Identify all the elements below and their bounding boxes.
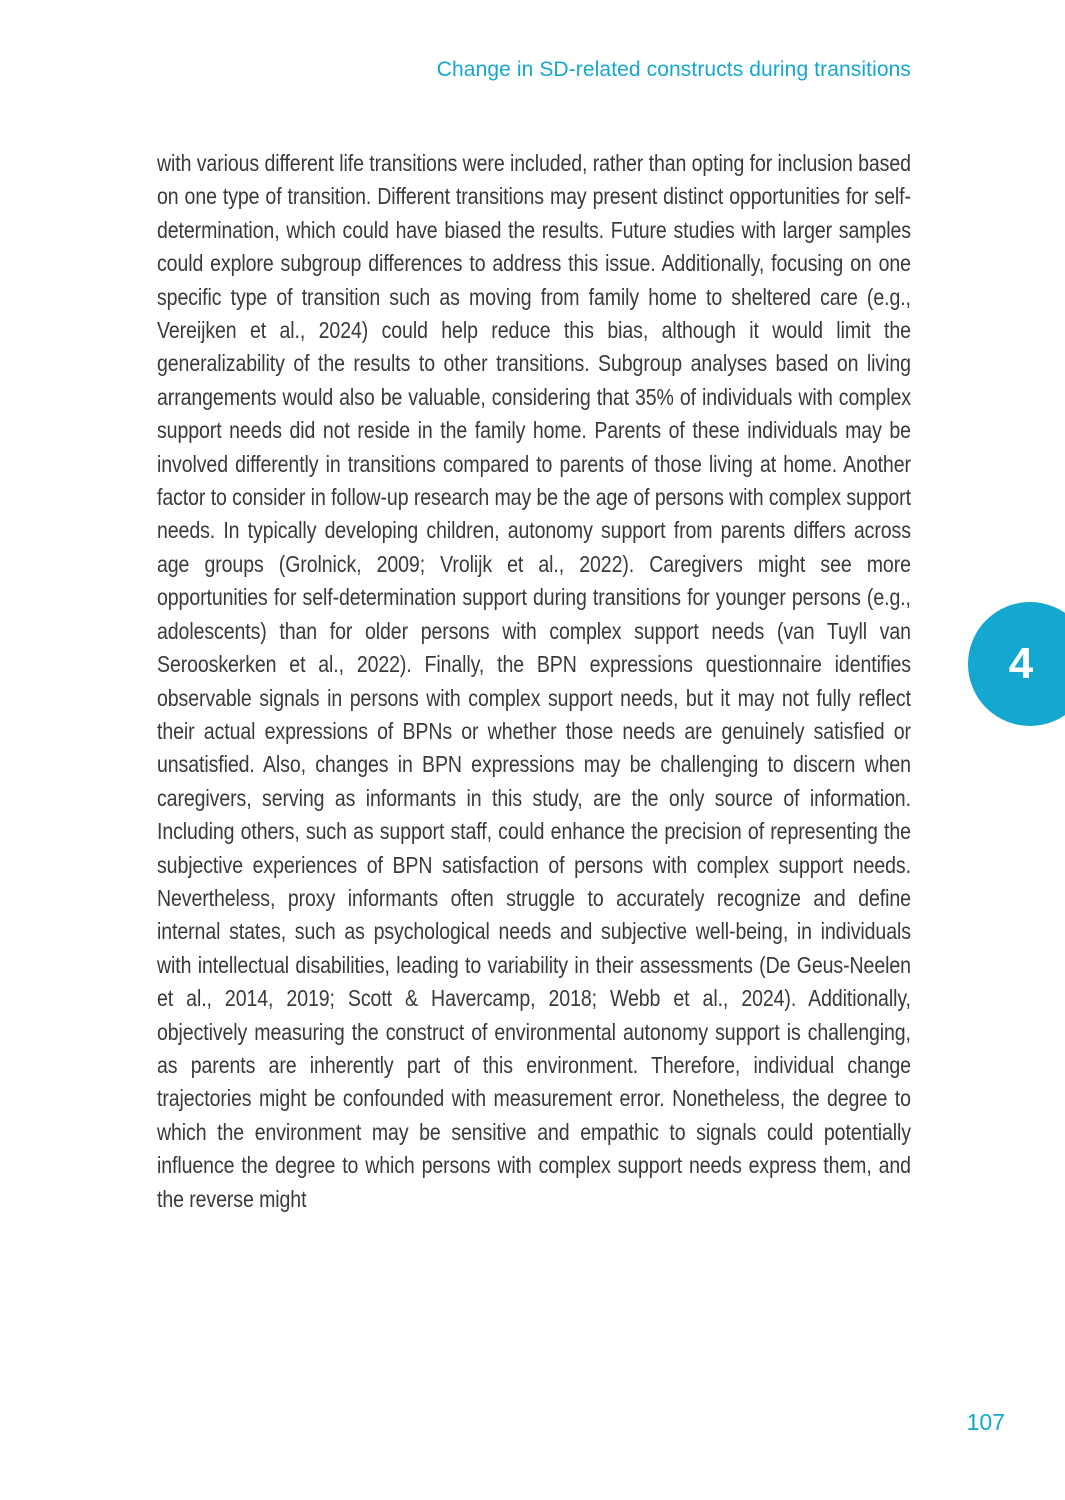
chapter-tab: [968, 602, 1065, 726]
chapter-number: 4: [1008, 639, 1034, 688]
running-header: Change in SD-related constructs during transitions: [436, 58, 911, 81]
page-number: 107: [966, 1409, 1005, 1435]
body-paragraph: with various different life transitions were included, rather than opting for inclusion based on one type of transition. Different transitions may present distinct opportunities for self-determination, which could have biased the results. Future studies with larger samples could explore subgroup differences to address this issue. Additionally, focusing on one specific type of transition such as moving from family home to sheltered care (e.g., Vereijken et al., 2024) could help reduce this bias, although it would limit the generalizability of the results to other transitions. Subgroup analyses based on living arrangements would also be valuable, considering that 35% of individuals with complex support needs did not reside in the family home. Parents of these individuals may be involved differently in transitions compared to parents of those living at home. Another factor to consider in follow-up research may be the age of persons with complex support needs. In typically developing children, autonomy support from parents differs across age groups (Grolnick, 2009; Vrolijk et al., 2022). Caregivers might see more opportunities for self-determination support during transitions for younger persons (e.g., adolescents) than for older persons with complex support needs (van Tuyll van Serooskerken et al., 2022). Finally, the BPN expressions questionnaire identifies observable signals in persons with complex support needs, but it may not fully reflect their actual expressions of BPNs or whether those needs are genuinely satisfied or unsatisfied. Also, changes in BPN expressions may be challenging to discern when caregivers, serving as informants in this study, are the only source of information. Including others, such as support staff, could enhance the precision of representing the subjective experiences of BPN satisfaction of persons with complex support needs. Nevertheless, proxy informants often struggle to accurately recognize and define internal states, such as psychological needs and subjective well-being, in individuals with intellectual disabilities, leading to variability in their assessments (De Geus-Neelen et al., 2014, 2019; Scott & Havercamp, 2018; Webb et al., 2024). Additionally, objectively measuring the construct of environmental autonomy support is challenging, as parents are inherently part of this environment. Therefore, individual change trajectories might be confounded with measurement error. Nonetheless, the degree to which the environment may be sensitive and empathic to signals could potentially influence the degree to which persons with complex support needs express them, and the reverse might: [157, 150, 911, 1212]
